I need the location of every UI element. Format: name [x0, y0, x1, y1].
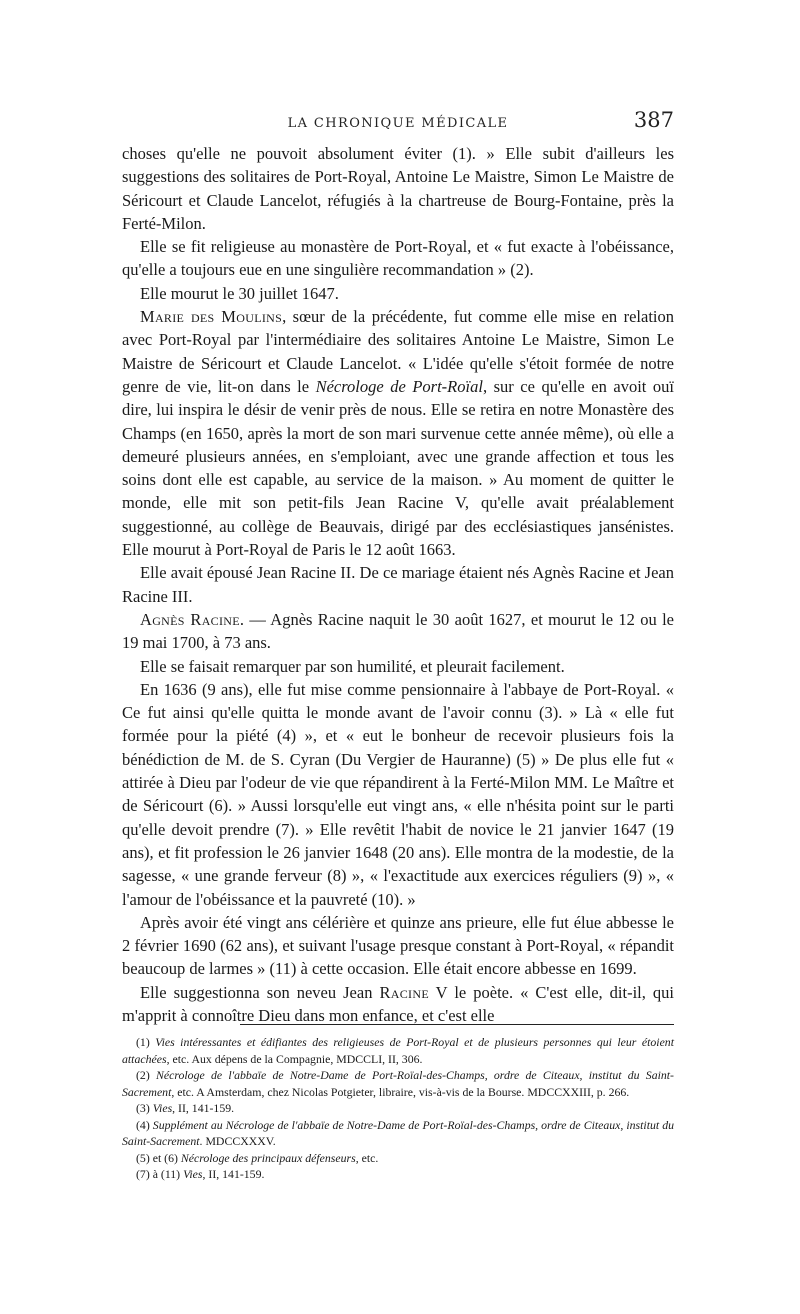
footnotes	[122, 1034, 674, 1183]
paragraph: En 1636 (9 ans), elle fut mise comme pensionnaire à l'abbaye de Port-Royal. « Ce fut ainsi qu'elle quitta le monde avant de l'avoir connu (3). » Là « elle fut formée pour la piété (4) », et « eut le bonheur de recevoir plusieurs fois la bénédiction de M. de S. Cyran (Du Vergier de Hauranne) (5) » De plus elle fut « attirée à Dieu par l'odeur de vie que répandirent à la Ferté-Milon MM. Le Maître et de Séricourt (6). » Aussi lorsqu'elle eut vingt ans, « elle n'hésita point sur le parti qu'elle devoit prendre (7). » Elle revêtit l'habit de novice le 21 janvier 1647 (19 ans), et fit profession le 26 janvier 1648 (20 ans). Elle montra de la modestie, de la sagesse, « une grande ferveur (8) », « l'exactitude aux exercices réguliers (9) », « l'amour de l'obéissance et la pauvreté (10). »	[122, 679, 674, 909]
paragraph: Elle mourut le 30 juillet 1647.	[140, 283, 339, 303]
running-title: LA CHRONIQUE MÉDICALE	[287, 116, 509, 131]
paragraph: choses qu'elle ne pouvoit absolument éviter (1). » Elle subit d'ailleurs les suggestions des solitaires de Port-Royal, Antoine Le Maistre, Simon Le Maistre de Séricourt et Claude Lancelot, réfugiés à la chartreuse de Bourg-Fontaine, près la Ferté-Milon.	[122, 144, 674, 233]
main-text	[122, 142, 674, 1027]
paragraph	[122, 981, 674, 1028]
footnote-divider	[240, 1024, 674, 1025]
person-name: Agnès Racine	[140, 609, 240, 629]
footnote: (7) à (11) Vies, II, 141-159.	[136, 1167, 265, 1181]
paragraph-text: , sœur de la précédente, fut comme elle mise en relation avec Port-Royal par l'intermédiaire des solitaires Antoine Le Maistre, Simon Le Maistre de Séricourt et Claude Lancelot. « L'idée qu'elle s'étoit formée de notre genre de vie, lit-on dans le	[122, 307, 674, 396]
paragraph-marie-des-moulins	[122, 305, 674, 561]
paragraph-text: . — Agnès Racine naquit le 30 août 1627, et mourut le 12 ou le 19 mai 1700, à 73 ans.	[122, 609, 674, 653]
page-header	[122, 108, 674, 138]
paragraph: Elle se fit religieuse au monastère de Port-Royal, et « fut exacte à l'obéissance, qu'elle a toujours eue en une singulière recommandation » (2).	[122, 237, 674, 280]
footnote: (5) et (6) Nécrologe des principaux défenseurs, etc.	[136, 1150, 379, 1165]
paragraph-text: V le poète. « C'est elle, dit-il, qui m'apprit à connoître Dieu dans mon enfance, et c'est elle	[122, 982, 674, 1025]
paragraph-text: , sur ce qu'elle en avoit ouï dire, lui inspira le désir de venir près de nous. Elle se retira en notre Monastère des Champs (en 1650, après la mort de son mari survenue cette année même), où elle a demeuré plusieurs années, en s'emploiant, avec une grande affection et tous les soins dont elle est capable, au service de la maison. » Au moment de quitter le monde, elle mit son petit-fils Jean Racine V, qu'elle avait préalablement suggestionné, au collège de Beauvais, dirigé par des ecclésiastiques jansénistes. Elle mourut à Port-Royal de Paris le 12 août 1663.	[122, 376, 674, 560]
paragraph-text: Elle suggestionna son neveu Jean	[140, 982, 380, 1002]
footnote: (4) Supplément au Nécrologe de l'abbaïe de Notre-Dame de Port-Roïal-des-Champs, ordre de Citeaux, institut du Saint-Sacrement. MDCCXXXV.	[122, 1117, 674, 1148]
person-name: Marie des Moulins	[140, 307, 283, 327]
paragraph: Après avoir été vingt ans célérière et quinze ans prieure, elle fut élue abbesse le 2 février 1690 (62 ans), et suivant l'usage presque constant à Port-Royal, « répandit beaucoup de larmes » (11) à cette occasion. Elle était encore abbesse en 1699.	[122, 912, 674, 979]
book-title: Nécrologe de Port-Roïal	[315, 376, 483, 396]
person-name: Racine	[379, 982, 429, 1002]
footnote: (3) Vies, II, 141-159.	[136, 1101, 235, 1115]
paragraph: Elle avait épousé Jean Racine II. De ce mariage étaient nés Agnès Racine et Jean Racine III.	[122, 563, 674, 606]
paragraph: Elle se faisait remarquer par son humilité, et pleurait facilement.	[140, 656, 565, 676]
footnote: (2) Nécrologe de l'abbaïe de Notre-Dame de Port-Roïal-des-Champs, ordre de Citeaux, institut du Saint-Sacrement, etc. A Amsterdam, chez Nicolas Potgieter, libraire, vis-à-vis de la Bourse. MDCCXXIII, p. 266.	[122, 1068, 674, 1099]
paragraph-agnes-racine	[122, 608, 674, 655]
footnote: (1) Vies intéressantes et édifiantes des religieuses de Port-Royal et de plusieurs personnes qui leur étoient attachées, etc. Aux dépens de la Compagnie, MDCCLI, II, 306.	[122, 1035, 674, 1066]
page-number: 387	[633, 108, 674, 132]
